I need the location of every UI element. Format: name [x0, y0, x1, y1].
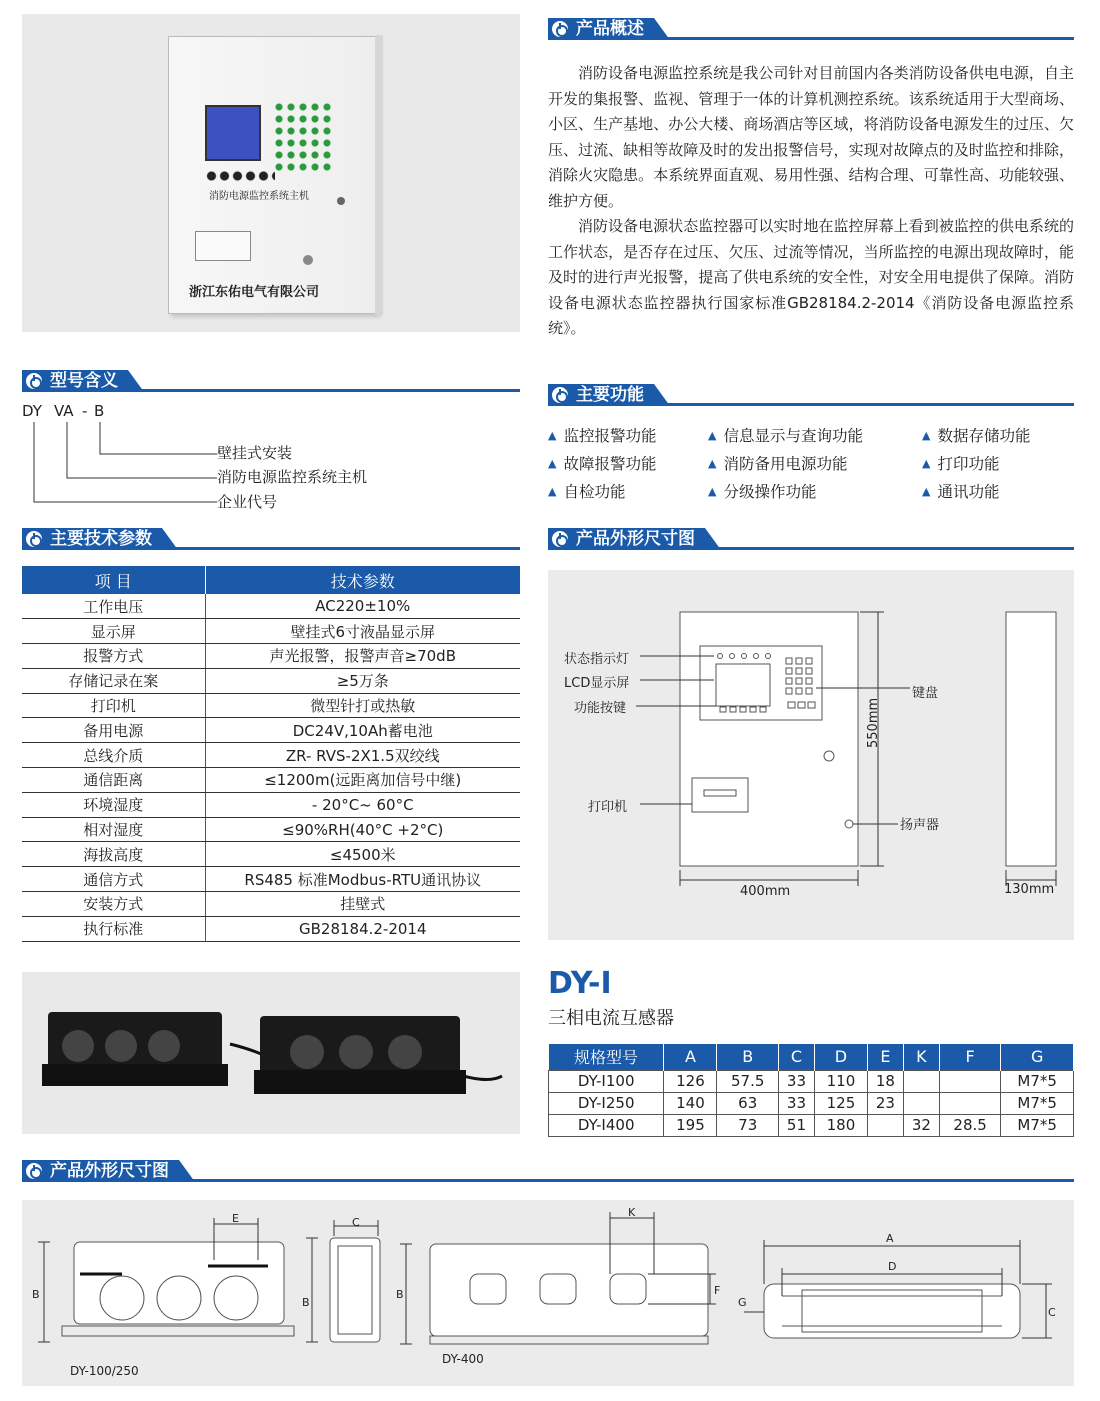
spec-value-cell: 壁挂式6寸液晶显示屏: [205, 619, 520, 644]
label-speaker: 扬声器: [900, 818, 940, 833]
dyi-cell: 195: [664, 1114, 717, 1136]
dim-label-a: A: [886, 1232, 894, 1245]
dyi-cell: 63: [717, 1092, 779, 1114]
dyi-cell: 28.5: [939, 1114, 1001, 1136]
label-keyboard: 键盘: [912, 686, 939, 701]
dyi-cell: 73: [717, 1114, 779, 1136]
table-row: [22, 619, 520, 644]
dyi-header-cell: G: [1001, 1044, 1074, 1070]
dyi-cell: 180: [814, 1114, 867, 1136]
table-row: [22, 644, 520, 669]
label-width: 400mm: [740, 884, 791, 899]
dyi-cell: DY-I250: [549, 1092, 664, 1114]
spec-value-cell: AC220±10%: [205, 594, 520, 619]
spec-item-cell: 通信距离: [22, 768, 205, 793]
dyi-cell: DY-I400: [549, 1114, 664, 1136]
overview-paragraph-1: 消防设备电源监控系统是我公司针对目前国内各类消防设备供电电源，自主开发的集报警、监视、管理于一体的计算机测控系统。该系统适用于大型商场、小区、生产基地、办公大楼、商场酒店等区域，将消防设备电源发生的过压、欠压、过流、缺相等故障及时的发出报警信号，实现对故障点的及时监控和排除，消除火灾隐患。本系统界面直观、易用性强、结构合理、可靠性高、功能较强、维护方便。: [548, 64, 1074, 210]
table-row: [22, 693, 520, 718]
controller-outline-svg: [548, 570, 1074, 940]
dyi-cell: [939, 1092, 1001, 1114]
dim-label-b: B: [396, 1288, 404, 1301]
table-row: [22, 792, 520, 817]
company-name: 浙江东佑电气有限公司: [189, 285, 320, 300]
spec-value-cell: GB28184.2-2014: [205, 916, 520, 941]
power-icon: [552, 387, 568, 403]
specs-table: [22, 566, 520, 942]
dyi-header-cell: B: [717, 1044, 779, 1070]
spec-item-cell: 工作电压: [22, 594, 205, 619]
dim-label-c: C: [1048, 1306, 1056, 1319]
table-row: [549, 1114, 1074, 1136]
model-diagram: [22, 402, 520, 522]
spec-value-cell: ZR- RVS-2X1.5双绞线: [205, 743, 520, 768]
dyi-cell: 125: [814, 1092, 867, 1114]
ct-photo: [22, 972, 520, 1134]
spec-value-cell: RS485 标准Modbus-RTU通讯协议: [205, 867, 520, 892]
spec-value-cell: 声光报警，报警声音≥70dB: [205, 644, 520, 669]
power-icon: [552, 531, 568, 547]
panel-caption: 消防电源监控系统主机: [209, 191, 309, 202]
table-row: [22, 743, 520, 768]
overview-paragraph-2: 消防设备电源状态监控器可以实时地在监控屏幕上看到被监控的供电系统的工作状态，是否存在过压、欠压、过流等情况，当所监控的电源出现故障时，能及时的进行声光报警，提高了供电系统的安全性，对安全用电提供了保障。消防设备电源状态监控器执行国家标准GB28184.2-2014《消防设备电源监控系统》。: [548, 217, 1074, 337]
dyi-subtitle: 三相电流互感器: [548, 1008, 674, 1029]
table-row: [22, 668, 520, 693]
spec-value-cell: - 20°C~ 60°C: [205, 792, 520, 817]
dyi-header-cell: E: [867, 1044, 903, 1070]
outline2-header: [22, 1160, 1074, 1182]
label-depth: 130mm: [1004, 882, 1055, 897]
dyi-cell: 51: [779, 1114, 815, 1136]
spec-item-cell: 打印机: [22, 693, 205, 718]
speaker-icon: [303, 255, 313, 265]
label-status-led: 状态指示灯: [564, 652, 630, 667]
outline1-header: [548, 528, 1074, 550]
model-label-2: DY-400: [442, 1352, 484, 1366]
function-item: ▲ 自检功能: [548, 480, 625, 502]
overview-header: [548, 18, 1074, 40]
outline1-title: 产品外形尺寸图: [576, 529, 695, 549]
spec-item-cell: 存储记录在案: [22, 668, 205, 693]
model-header: [22, 370, 520, 392]
model-lines: [22, 402, 222, 512]
power-icon: [26, 373, 42, 389]
cabinet-side: [375, 35, 383, 315]
dyi-cell: 18: [867, 1070, 903, 1092]
overview-text: [548, 61, 1074, 342]
model-item-2: 消防电源监控系统主机: [217, 468, 368, 486]
table-row: [22, 768, 520, 793]
function-item: ▲ 监控报警功能: [548, 424, 656, 446]
spec-item-cell: 环境湿度: [22, 792, 205, 817]
power-icon: [26, 531, 42, 547]
specs-header: [22, 528, 520, 550]
spec-value-cell: 挂壁式: [205, 892, 520, 917]
ct-photo-svg: [22, 972, 520, 1134]
dyi-table: [548, 1044, 1074, 1137]
table-row: [22, 842, 520, 867]
spec-item-cell: 报警方式: [22, 644, 205, 669]
dyi-cell: M7*5: [1001, 1092, 1074, 1114]
specs-header-value: 技术参数: [205, 566, 520, 594]
spec-item-cell: 执行标准: [22, 916, 205, 941]
function-item: ▲ 故障报警功能: [548, 452, 656, 474]
label-buttons: 功能按键: [574, 701, 627, 716]
model-code-dy: DY: [22, 402, 42, 420]
spec-item-cell: 备用电源: [22, 718, 205, 743]
model-code-va: VA: [54, 402, 74, 420]
table-row: [22, 594, 520, 619]
dyi-header-cell: 规格型号: [549, 1044, 664, 1070]
dim-label-e: E: [232, 1212, 239, 1225]
dim-label-f: F: [714, 1284, 721, 1297]
dyi-header-cell: F: [939, 1044, 1001, 1070]
model-code-dash: -: [82, 402, 88, 420]
functions-header: [548, 384, 1074, 406]
spec-value-cell: ≤90%RH(40°C +2°C): [205, 817, 520, 842]
model-label-1: DY-100/250: [70, 1364, 139, 1378]
dyi-header-cell: D: [814, 1044, 867, 1070]
dim-label-k: K: [628, 1206, 636, 1219]
specs-header-item: 项 目: [22, 566, 205, 594]
spec-item-cell: 安装方式: [22, 892, 205, 917]
functions-title: 主要功能: [576, 385, 644, 405]
table-row: [22, 892, 520, 917]
spec-item-cell: 通信方式: [22, 867, 205, 892]
dyi-cell: 57.5: [717, 1070, 779, 1092]
model-item-3: 企业代号: [217, 493, 278, 511]
dyi-header-cell: A: [664, 1044, 717, 1070]
product-photo: [22, 14, 520, 332]
table-row: [22, 718, 520, 743]
specs-title: 主要技术参数: [50, 529, 152, 549]
dyi-cell: 33: [779, 1092, 815, 1114]
label-height: 550mm: [866, 697, 881, 748]
outline2-drawing: [22, 1200, 1074, 1386]
printer: [195, 231, 251, 261]
lock-icon: [337, 197, 345, 205]
label-lcd: LCD显示屏: [564, 676, 630, 691]
table-row: [549, 1070, 1074, 1092]
dim-label-d: D: [888, 1260, 897, 1273]
function-item: ▲ 分级操作功能: [708, 480, 816, 502]
outline1-drawing: [548, 570, 1074, 940]
dyi-title: DY-I: [548, 966, 612, 1001]
dyi-cell: [939, 1070, 1001, 1092]
function-item: ▲ 通讯功能: [922, 480, 999, 502]
dyi-cell: 140: [664, 1092, 717, 1114]
function-item: ▲ 数据存储功能: [922, 424, 1030, 446]
model-item-1: 壁挂式安装: [217, 444, 293, 462]
lcd-screen: [205, 105, 261, 161]
table-row: [22, 817, 520, 842]
ct-outline-svg: [22, 1200, 1074, 1386]
dyi-cell: [903, 1070, 939, 1092]
dyi-cell: 126: [664, 1070, 717, 1092]
dyi-header-cell: C: [779, 1044, 815, 1070]
cabinet: [168, 36, 378, 314]
dyi-cell: M7*5: [1001, 1114, 1074, 1136]
spec-item-cell: 总线介质: [22, 743, 205, 768]
dyi-cell: DY-I100: [549, 1070, 664, 1092]
keypad: [273, 101, 331, 171]
dim-label-b: B: [302, 1296, 310, 1309]
dyi-cell: [903, 1092, 939, 1114]
dim-label-c: C: [352, 1216, 360, 1229]
table-row: [22, 916, 520, 941]
dim-label-b: B: [32, 1288, 40, 1301]
dyi-cell: 23: [867, 1092, 903, 1114]
dyi-cell: M7*5: [1001, 1070, 1074, 1092]
spec-item-cell: 显示屏: [22, 619, 205, 644]
spec-item-cell: 相对湿度: [22, 817, 205, 842]
dyi-cell: 110: [814, 1070, 867, 1092]
model-title: 型号含义: [50, 371, 118, 391]
spec-item-cell: 海拔高度: [22, 842, 205, 867]
model-code-b: B: [94, 402, 105, 420]
function-keys: [205, 171, 275, 181]
dim-label-g: G: [738, 1296, 747, 1309]
function-item: ▲ 信息显示与查询功能: [708, 424, 863, 446]
dyi-cell: 33: [779, 1070, 815, 1092]
spec-value-cell: DC24V,10Ah蓄电池: [205, 718, 520, 743]
function-item: ▲ 消防备用电源功能: [708, 452, 847, 474]
dyi-cell: [867, 1114, 903, 1136]
power-icon: [26, 1163, 42, 1179]
overview-title: 产品概述: [576, 19, 644, 39]
outline2-title: 产品外形尺寸图: [50, 1161, 169, 1181]
label-printer: 打印机: [588, 800, 628, 815]
power-icon: [552, 21, 568, 37]
dyi-header-cell: K: [903, 1044, 939, 1070]
table-row: [22, 867, 520, 892]
spec-value-cell: ≤1200m(远距离加信号中继): [205, 768, 520, 793]
spec-value-cell: 微型针打或热敏: [205, 693, 520, 718]
spec-value-cell: ≥5万条: [205, 668, 520, 693]
function-item: ▲ 打印功能: [922, 452, 999, 474]
spec-value-cell: ≤4500米: [205, 842, 520, 867]
table-row: [549, 1092, 1074, 1114]
dyi-cell: 32: [903, 1114, 939, 1136]
